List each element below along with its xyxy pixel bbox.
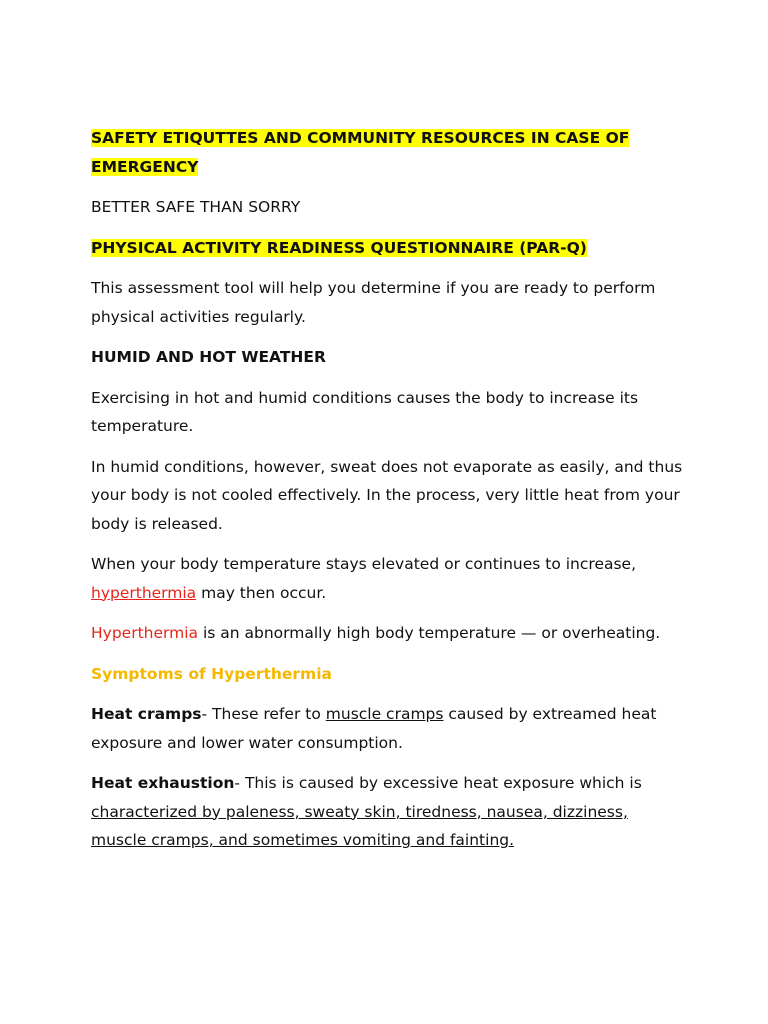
paragraph-heat-exhaustion (91, 769, 688, 855)
parq-heading-text: PHYSICAL ACTIVITY READINESS QUESTIONNAIRE (PAR-Q) (91, 238, 587, 257)
symptoms-heading: Symptoms of Hyperthermia (91, 664, 332, 683)
document-title (91, 124, 688, 181)
paragraph-hot-humid: Exercising in hot and humid conditions causes the body to increase its temperature. (91, 388, 639, 435)
para3-pre: When your body temperature stays elevated or continues to increase, (91, 555, 637, 573)
para4-rest: is an abnormally high body temperature — or overheating. (198, 624, 661, 642)
exhaustion-symptoms-link[interactable]: characterized by paleness, sweaty skin, tiredness, nausea, dizziness, muscle cramps, and sometimes vomiting and fainting. (91, 802, 628, 849)
title-line-1: SAFETY ETIQUTTES AND COMMUNITY RESOURCES IN CASE OF (91, 129, 630, 147)
paragraph-sweat: In humid conditions, however, sweat does not evaporate as easily, and thus your body is not cooled effectively. In the process, very little heat from your body is released. (91, 457, 683, 533)
para3-post: may then occur. (196, 583, 327, 602)
heat-cramps-term: Heat cramps (91, 705, 202, 723)
paragraph-heat-cramps (91, 700, 688, 757)
cramps-pre: - These refer to (201, 705, 326, 723)
exhaustion-pre: - This is caused by excessive heat exposure which is (234, 774, 642, 792)
hyperthermia-link[interactable]: hyperthermia (91, 583, 197, 602)
cramps-post: caused by extreamed heat exposure and lower water consumption. (91, 705, 657, 752)
parq-heading (91, 234, 688, 263)
paragraph-elevated-temperature (91, 550, 688, 607)
hyperthermia-term: Hyperthermia (91, 624, 199, 642)
motto: BETTER SAFE THAN SORRY (91, 198, 301, 216)
title-line-2: EMERGENCY (91, 157, 199, 176)
muscle-cramps-link[interactable]: muscle cramps (325, 705, 444, 723)
heat-exhaustion-term: Heat exhaustion (91, 774, 235, 792)
parq-description: This assessment tool will help you determine if you are ready to perform physical activities regularly. (91, 279, 656, 326)
weather-heading: HUMID AND HOT WEATHER (91, 348, 326, 366)
paragraph-hyperthermia-definition (91, 619, 688, 648)
